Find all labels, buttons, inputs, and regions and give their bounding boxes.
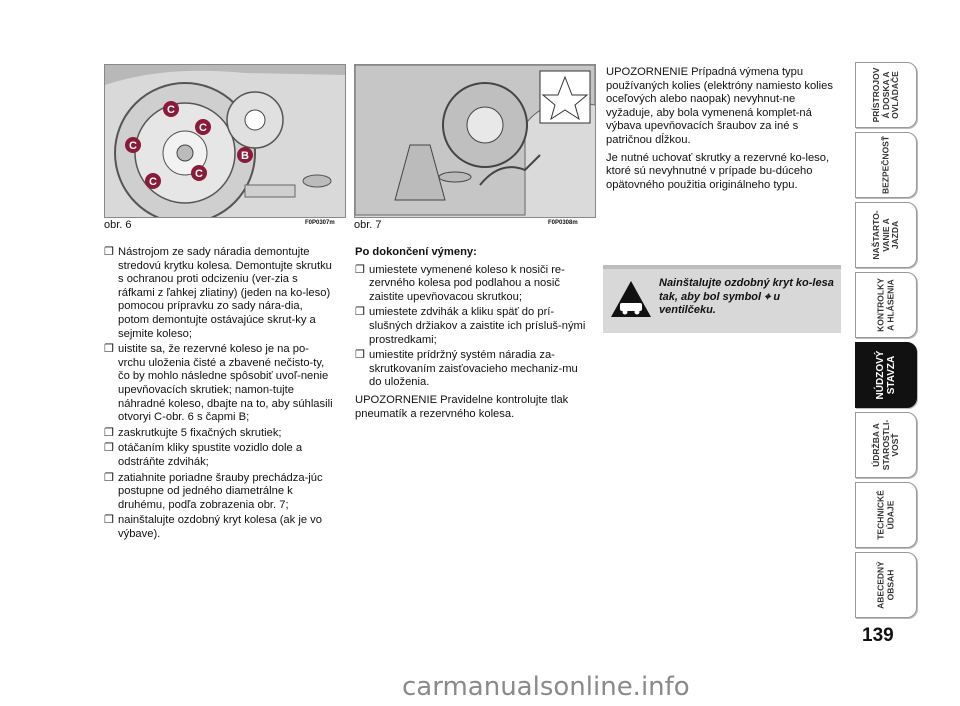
tab-nastartovanie[interactable]: NAŠTARTO- VANIE A JAZDA <box>855 202 917 268</box>
marker-c-2: C <box>199 122 207 134</box>
marker-c-4: C <box>195 168 203 180</box>
tab-technicke-udaje[interactable]: TECHNICKÉ ÚDAJE <box>855 482 917 548</box>
page-number: 139 <box>862 625 894 646</box>
list-item: ❐ otáčaním kliky spustite vozidlo dole a odstráňte zdvihák; <box>104 442 303 468</box>
list-item: ❐ nainštalujte ozdobný kryt kolesa (ak je vo výbave). <box>104 514 322 540</box>
tire-pressure-note: UPOZORNENIE Pravidelne kontrolujte tlak pneumatík a rezervného kolesa. <box>355 393 569 420</box>
list-item: ❐ uistite sa, že rezervné koleso je na po-vrchu uloženia čisté a zbavené nečisto-ty, čo by mohlo následne spôsobiť uvoľ-nenie upevňovacích skrutiek; namon-tujte náhradné koleso, dbajte na to, aby súhlasili otvoryi C-obr. 6 s čapmi B; <box>104 343 333 424</box>
right-column <box>606 66 838 196</box>
figure-6-caption: obr. 6 <box>104 219 132 231</box>
list-item: ❐ zatiahnite poriadne šrauby prechádza-júc postupne od jedného diametrálne k druhému, podľa zobrazenia obr. 7; <box>104 471 323 511</box>
list-item: ❐ umiestite prídržný systém náradia za-skrutkovaním zaisťovacieho mechaniz-mu do uloženia. <box>355 349 578 389</box>
marker-c-1: C <box>167 104 175 116</box>
figure-6-image <box>104 64 346 218</box>
marker-c-3: C <box>129 140 137 152</box>
list-item: ❐ umiestete vymenené koleso k nosiči re-zervného kolesa pod podlahou a nosič zaistite upevňovacou skrutkou; <box>355 263 565 303</box>
tab-pristrojova-doska[interactable]: PRÍSTROJOV Á DOSKA A OVLÁDAČE <box>855 62 917 128</box>
section-heading: Po dokončení výmeny: <box>355 246 477 258</box>
list-item: ❐ umiestete zdvihák a kliku späť do prí-slušných držiakov a zaistite ich prísluš-nými prostredkami; <box>355 306 586 346</box>
middle-column <box>355 246 587 425</box>
wheel-type-note: UPOZORNENIE Prípadná výmena typu používaných kolies (elektróny namiesto kolies oceľových alebo naopak) nevyhnut-ne vyžaduje, aby bola vymenená komplet-ná výbava upevňovacích šraubov za iné s patričnou dĺžkou. <box>606 66 833 146</box>
figure-6-code: F0P0307m <box>305 220 335 226</box>
marker-c-5: C <box>149 176 157 188</box>
figure-7-image <box>354 64 596 218</box>
figure-7-code: F0P0308m <box>548 220 578 226</box>
figure-7-caption: obr. 7 <box>354 219 382 231</box>
tab-kontrolky[interactable]: KONTROLKY A HLÁSENIA <box>855 272 917 338</box>
warning-text: Nainštalujte ozdobný kryt ko-lesa tak, aby bol symbol ⌖ u ventilčeku. <box>659 277 834 316</box>
tab-udrzba[interactable]: ÚDRŽBA A STAROSTLI- VOSŤ <box>855 412 917 478</box>
tab-nudzovy-stav[interactable]: NÚDZOVÝ STAVZA <box>855 342 917 408</box>
warning-box <box>603 265 841 333</box>
list-item: ❐ Nástrojom ze sady náradia demontujte stredovú krytku kolesa. Demontujte skrutku s ochranou proti odcizeniu (ver-zia s ráfkami z ľahkej zliatiny) (jeden na ko-leso) pomocou prípravku zo sady nára-dia, potom demontujte ostávajúce skrut-ky a sejmite koleso; <box>104 246 332 340</box>
tab-abecedny-obsah[interactable]: ABECEDNÝ OBSAH <box>855 552 917 618</box>
keep-bolts-note: Je nutné uchovať skrutky a rezervné ko-leso, ktoré sú nevyhnutné v prípade bu-dúceho opätovného použitia originálneho typu. <box>606 151 830 191</box>
left-column <box>104 246 336 543</box>
list-item: ❐ zaskrutkujte 5 fixačných skrutiek; <box>104 426 282 439</box>
tab-bezpecnost[interactable]: BEZPEČNOSŤ <box>855 132 917 198</box>
watermark: carmanualsonline.info <box>402 672 690 702</box>
warning-icon <box>609 279 653 319</box>
marker-b: B <box>241 150 249 162</box>
